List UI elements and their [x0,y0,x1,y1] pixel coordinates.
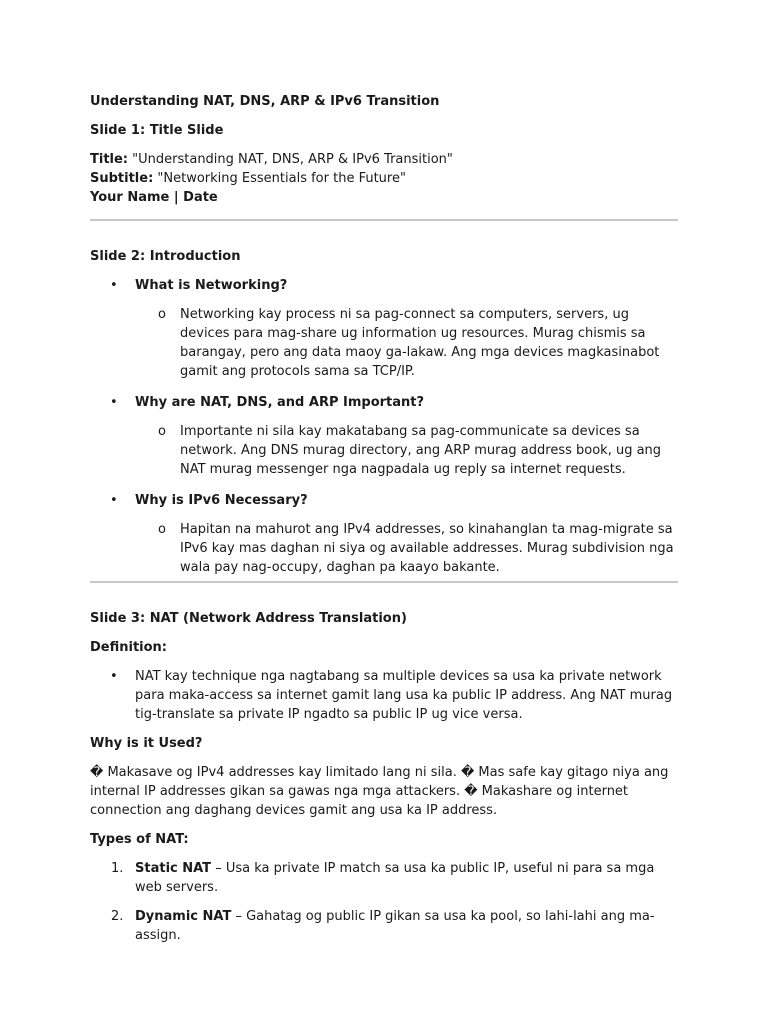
title-value: "Understanding NAT, DNS, ARP & IPv6 Transition" [128,152,453,167]
bullet-label: Why is IPv6 Necessary? [135,493,308,508]
slide3-section [90,609,678,945]
why-paragraph: � Makasave og IPv4 addresses kay limitado lang ni sila. � Mas safe kay gitago niya ang internal IP addresses gikan sa gawas nga mga attackers. � Makashare og internet connection ang daghang devices gamit ang usa ka IP address. [90,765,669,818]
slide1-title-line [90,150,678,169]
slide2-section [90,247,678,583]
sub-item: o Hapitan na mahurot ang IPv4 addresses, so kinahanglan ta mag-migrate sa IPv6 kay mas daghan ni siya og available addresses. Murag subdivision nga wala pay nag-occupy, daghan pa kaayo bakante. [135,520,678,577]
name-date-line: Your Name | Date [90,190,218,205]
list-number: 2. [111,909,124,924]
slide1-heading: Slide 1: Title Slide [90,123,224,138]
list-number: 1. [111,861,124,876]
types-label: Types of NAT: [90,832,189,847]
slide1-subtitle-line [90,169,678,188]
type-desc: – Gahatag og public IP gikan sa usa ka pool, so lahi-lahi ang ma-assign. [135,909,655,943]
divider [90,581,678,583]
bullet-label: What is Networking? [135,278,288,293]
type-desc: – Usa ka private IP match sa usa ka public IP, useful ni para sa mga web servers. [135,861,655,895]
list-item: • NAT kay technique nga nagtabang sa multiple devices sa usa ka private network para maka-access sa internet gamit lang usa ka public IP address. Ang NAT murag tig-translate sa private IP ngadto sa public IP ug vice versa. [90,667,678,724]
definition-list [90,667,678,724]
sub-item: o Networking kay process ni sa pag-connect sa computers, servers, ug devices para mag-share ug information ug resources. Murag chismis sa barangay, pero ang data maoy ga-lakaw. Ang mga devices magkasinabot gamit ang protocols sama sa TCP/IP. [135,305,678,381]
subtitle-value: "Networking Essentials for the Future" [153,171,406,186]
definition-label: Definition: [90,640,168,655]
title-label: Title: [90,152,129,167]
divider [90,219,678,221]
list-item [90,907,678,945]
slide2-heading: Slide 2: Introduction [90,249,241,264]
bullet-label: Why are NAT, DNS, and ARP Important? [135,395,425,410]
slide2-list [90,276,678,577]
type-name: Static NAT [135,861,212,876]
subtitle-label: Subtitle: [90,171,154,186]
why-label: Why is it Used? [90,736,203,751]
list-item [90,393,678,479]
list-item [90,491,678,577]
list-item [90,276,678,381]
nat-types-list [90,859,678,945]
document-title: Understanding NAT, DNS, ARP & IPv6 Transition [90,94,440,109]
slide3-heading: Slide 3: NAT (Network Address Translation) [90,611,407,626]
sub-item: o Importante ni sila kay makatabang sa pag-communicate sa devices sa network. Ang DNS murag directory, ang ARP murag address book, ug ang NAT murag messenger nga nagpadala ug reply sa internet requests. [135,422,678,479]
type-name: Dynamic NAT [135,909,232,924]
list-item [90,859,678,897]
